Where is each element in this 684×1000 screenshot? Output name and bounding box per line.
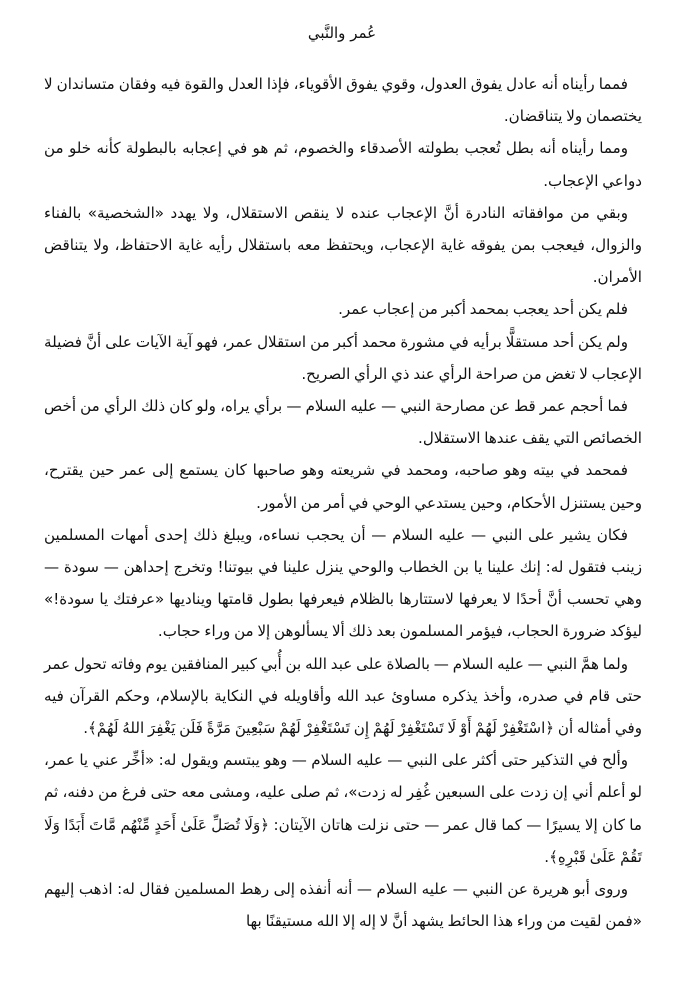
paragraph: فما أحجم عمر قط عن مصارحة النبي — عليه السلام — برأي يراه، ولو كان ذلك الرأي من أخص الخصائص التي يقف عندها الاستقلال.	[44, 397, 642, 448]
paragraph: ومما رأيناه أنه بطل تُعجب بطولته الأصدقاء والخصوم، ثم هو في إعجابه بالبطولة كأنه خلو من دواعي الإعجاب.	[44, 139, 642, 190]
paragraph: ولما همَّ النبي — عليه السلام — بالصلاة على عبد الله بن أُبي كبير المنافقين يوم وفاته تحول عمر حتى قام في صدره، وأخذ يذكره مساوئ عبد الله وأقاويله في النكاية بالإسلام، وحكم القرآن فيه وفي أمثاله أن ﴿اسْتَغْفِرْ لَهُمْ أَوْ لَا تَسْتَغْفِرْ لَهُمْ إِن تَسْتَغْفِرْ لَهُمْ سَبْعِينَ مَرَّةً فَلَن يَغْفِرَ اللهُ لَهُمْ﴾.	[44, 654, 642, 738]
running-header: عُمر والنَّبي	[307, 24, 377, 42]
paragraph: وألح في التذكير حتى أكثر على النبي — عليه السلام — وهو يبتسم ويقول له: «أخِّر عني يا عمر، لو أعلم أني إن زدت على السبعين غُفِر له زدت»، ثم صلى عليه، ومشى معه حتى فرغ من دفنه، ثم ما كان إلا يسيرًا — كما قال عمر — حتى نزلت هاتان الآيتان: ﴿وَلَا تُصَلِّ عَلَىٰ أَحَدٍ مِّنْهُم مَّاتَ أَبَدًا وَلَا تَقُمْ عَلَىٰ قَبْرِهِ﴾.	[44, 751, 642, 866]
paragraph: فمحمد في بيته وهو صاحبه، ومحمد في شريعته وهو صاحبها كان يستمع إلى عمر حين يقترح، وحين يستنزل الأحكام، وحين يستدعي الوحي في أمر من الأمور.	[44, 461, 642, 512]
paragraph: فمما رأيناه أنه عادل يفوق العدول، وقوي يفوق الأقوياء، فإذا العدل والقوة فيه وفقان متساندان لا يختصمان ولا يتناقضان.	[44, 75, 642, 126]
paragraph: فلم يكن أحد يعجب بمحمد أكبر من إعجاب عمر.	[338, 300, 628, 319]
paragraph: فكان يشير على النبي — عليه السلام — أن يحجب نساءه، ويبلغ ذلك إحدى أمهات المسلمين زينب فتقول له: إنك علينا يا بن الخطاب والوحي ينزل علينا في بيوتنا! وتخرج إحداهن — سودة — وهي تحسب أنَّ أحدًا لا يعرفها لاستتارها بالظلام فيعرفها بطول قامتها ويناديها «عرفتك يا سودة!» ليؤكد ضرورة الحجاب، فيؤمر المسلمون بعد ذلك ألا يسألوهن إلا من وراء حجاب.	[44, 525, 642, 641]
body-text	[44, 68, 642, 937]
paragraph: وروى أبو هريرة عن النبي — عليه السلام — أنه أنفذه إلى رهط المسلمين فقال له: اذهب إليهم «فمن لقيت من وراء هذا الحائط يشهد أنَّ لا إله إلا الله مستيقنًا بها	[44, 880, 642, 931]
paragraph: ولم يكن أحد مستقلًّا برأيه في مشورة محمد أكبر من استقلال عمر، فهو آية الآيات على أنَّ فضيلة الإعجاب لا تغض من صراحة الرأي عند ذي الرأي الصريح.	[44, 332, 642, 383]
paragraph: وبقي من موافقاته النادرة أنَّ الإعجاب عنده لا ينقص الاستقلال، ولا يهدد «الشخصية» بالفناء والزوال، فيعجب بمن يفوقه غاية الإعجاب، ويحتفظ معه باستقلال رأيه غاية الاحتفاظ، ولا يتناقض الأمران.	[44, 203, 642, 287]
